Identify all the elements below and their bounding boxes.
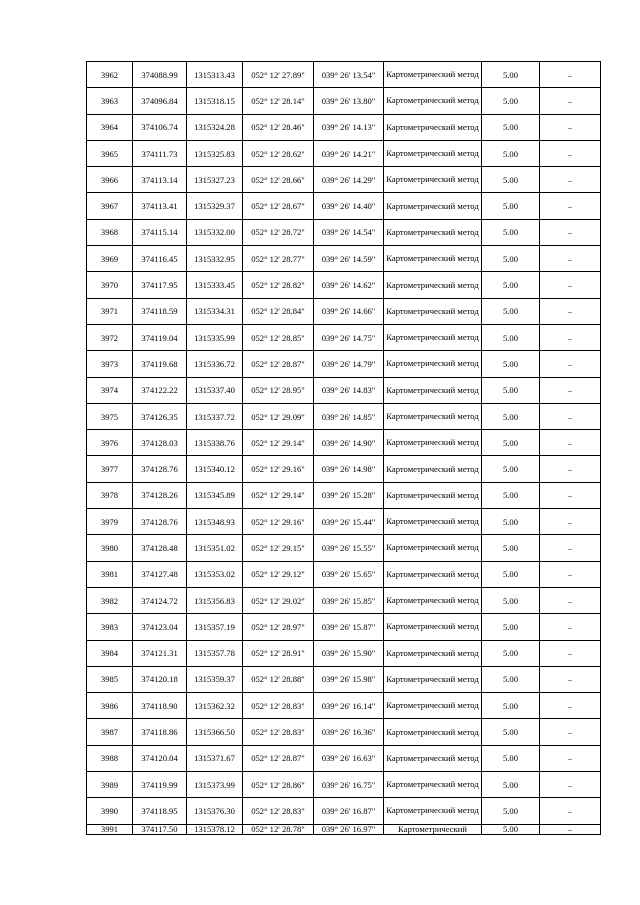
table-row xyxy=(87,666,601,692)
y-coordinate-cell: 1315313.43 xyxy=(187,62,243,88)
accuracy-cell: 5.00 xyxy=(482,298,540,324)
y-coordinate-cell: 1315329.37 xyxy=(187,193,243,219)
method-cell: Картометрический метод xyxy=(384,772,482,798)
point-number-cell: 3982 xyxy=(87,587,133,613)
x-coordinate-cell: 374128.76 xyxy=(133,509,187,535)
table-row xyxy=(87,351,601,377)
accuracy-cell: 5.00 xyxy=(482,351,540,377)
point-number-cell: 3977 xyxy=(87,456,133,482)
method-cell: Картометрический метод xyxy=(384,324,482,350)
accuracy-cell: 5.00 xyxy=(482,614,540,640)
note-cell: – xyxy=(540,456,601,482)
point-number-cell: 3962 xyxy=(87,62,133,88)
point-number-cell: 3981 xyxy=(87,561,133,587)
accuracy-cell: 5.00 xyxy=(482,246,540,272)
note-cell: – xyxy=(540,640,601,666)
accuracy-cell: 5.00 xyxy=(482,587,540,613)
longitude-cell: 039° 26' 16.97" xyxy=(314,824,384,834)
point-number-cell: 3988 xyxy=(87,745,133,771)
longitude-cell: 039° 26' 14.13" xyxy=(314,114,384,140)
method-cell: Картометрический метод xyxy=(384,272,482,298)
x-coordinate-cell: 374128.26 xyxy=(133,482,187,508)
y-coordinate-cell: 1315359.37 xyxy=(187,666,243,692)
note-cell: – xyxy=(540,587,601,613)
note-cell: – xyxy=(540,403,601,429)
note-cell: – xyxy=(540,666,601,692)
note-cell: – xyxy=(540,246,601,272)
longitude-cell: 039° 26' 15.44" xyxy=(314,509,384,535)
coordinates-table xyxy=(86,61,601,835)
y-coordinate-cell: 1315356.83 xyxy=(187,587,243,613)
accuracy-cell: 5.00 xyxy=(482,824,540,834)
point-number-cell: 3969 xyxy=(87,246,133,272)
y-coordinate-cell: 1315337.40 xyxy=(187,377,243,403)
x-coordinate-cell: 374119.99 xyxy=(133,772,187,798)
latitude-cell: 052° 12' 28.83" xyxy=(243,798,314,824)
x-coordinate-cell: 374128.76 xyxy=(133,456,187,482)
accuracy-cell: 5.00 xyxy=(482,167,540,193)
y-coordinate-cell: 1315337.72 xyxy=(187,403,243,429)
latitude-cell: 052° 12' 28.87" xyxy=(243,351,314,377)
x-coordinate-cell: 374120.04 xyxy=(133,745,187,771)
point-number-cell: 3968 xyxy=(87,219,133,245)
table-row xyxy=(87,167,601,193)
accuracy-cell: 5.00 xyxy=(482,430,540,456)
latitude-cell: 052° 12' 29.16" xyxy=(243,509,314,535)
x-coordinate-cell: 374111.73 xyxy=(133,140,187,166)
x-coordinate-cell: 374118.90 xyxy=(133,693,187,719)
accuracy-cell: 5.00 xyxy=(482,88,540,114)
note-cell: – xyxy=(540,772,601,798)
y-coordinate-cell: 1315378.12 xyxy=(187,824,243,834)
longitude-cell: 039° 26' 13.80" xyxy=(314,88,384,114)
table-row xyxy=(87,693,601,719)
table-row xyxy=(87,456,601,482)
accuracy-cell: 5.00 xyxy=(482,535,540,561)
table-row xyxy=(87,430,601,456)
latitude-cell: 052° 12' 28.78" xyxy=(243,824,314,834)
accuracy-cell: 5.00 xyxy=(482,640,540,666)
accuracy-cell: 5.00 xyxy=(482,324,540,350)
point-number-cell: 3989 xyxy=(87,772,133,798)
method-cell: Картометрический метод xyxy=(384,587,482,613)
method-cell: Картометрический метод xyxy=(384,614,482,640)
x-coordinate-cell: 374123.04 xyxy=(133,614,187,640)
x-coordinate-cell: 374126.35 xyxy=(133,403,187,429)
table-row xyxy=(87,798,601,824)
x-coordinate-cell: 374106.74 xyxy=(133,114,187,140)
latitude-cell: 052° 12' 29.02" xyxy=(243,587,314,613)
longitude-cell: 039° 26' 14.62" xyxy=(314,272,384,298)
x-coordinate-cell: 374118.59 xyxy=(133,298,187,324)
y-coordinate-cell: 1315348.93 xyxy=(187,509,243,535)
x-coordinate-cell: 374115.14 xyxy=(133,219,187,245)
point-number-cell: 3986 xyxy=(87,693,133,719)
table-row xyxy=(87,377,601,403)
latitude-cell: 052° 12' 29.16" xyxy=(243,456,314,482)
latitude-cell: 052° 12' 28.83" xyxy=(243,693,314,719)
latitude-cell: 052° 12' 28.46" xyxy=(243,114,314,140)
table-row xyxy=(87,640,601,666)
y-coordinate-cell: 1315373.99 xyxy=(187,772,243,798)
note-cell: – xyxy=(540,324,601,350)
accuracy-cell: 5.00 xyxy=(482,482,540,508)
point-number-cell: 3965 xyxy=(87,140,133,166)
point-number-cell: 3985 xyxy=(87,666,133,692)
point-number-cell: 3973 xyxy=(87,351,133,377)
y-coordinate-cell: 1315366.50 xyxy=(187,719,243,745)
method-cell: Картометрический метод xyxy=(384,693,482,719)
note-cell: – xyxy=(540,272,601,298)
latitude-cell: 052° 12' 28.14" xyxy=(243,88,314,114)
latitude-cell: 052° 12' 28.82" xyxy=(243,272,314,298)
y-coordinate-cell: 1315335.99 xyxy=(187,324,243,350)
longitude-cell: 039° 26' 14.21" xyxy=(314,140,384,166)
longitude-cell: 039° 26' 16.36" xyxy=(314,719,384,745)
point-number-cell: 3966 xyxy=(87,167,133,193)
y-coordinate-cell: 1315325.83 xyxy=(187,140,243,166)
latitude-cell: 052° 12' 28.88" xyxy=(243,666,314,692)
table-row xyxy=(87,246,601,272)
accuracy-cell: 5.00 xyxy=(482,693,540,719)
point-number-cell: 3964 xyxy=(87,114,133,140)
method-cell: Картометрический метод xyxy=(384,140,482,166)
accuracy-cell: 5.00 xyxy=(482,219,540,245)
table-row xyxy=(87,298,601,324)
point-number-cell: 3990 xyxy=(87,798,133,824)
note-cell: – xyxy=(540,167,601,193)
table-row xyxy=(87,824,601,834)
accuracy-cell: 5.00 xyxy=(482,456,540,482)
table-row xyxy=(87,587,601,613)
latitude-cell: 052° 12' 28.66" xyxy=(243,167,314,193)
method-cell: Картометрический метод xyxy=(384,666,482,692)
longitude-cell: 039° 26' 15.65" xyxy=(314,561,384,587)
note-cell: – xyxy=(540,561,601,587)
method-cell: Картометрический метод xyxy=(384,219,482,245)
method-cell: Картометрический метод xyxy=(384,193,482,219)
longitude-cell: 039° 26' 15.55" xyxy=(314,535,384,561)
note-cell: – xyxy=(540,298,601,324)
x-coordinate-cell: 374128.48 xyxy=(133,535,187,561)
note-cell: – xyxy=(540,509,601,535)
point-number-cell: 3983 xyxy=(87,614,133,640)
point-number-cell: 3984 xyxy=(87,640,133,666)
note-cell: – xyxy=(540,745,601,771)
table-row xyxy=(87,140,601,166)
y-coordinate-cell: 1315324.28 xyxy=(187,114,243,140)
method-cell: Картометрический метод xyxy=(384,719,482,745)
note-cell: – xyxy=(540,693,601,719)
method-cell: Картометрический метод xyxy=(384,561,482,587)
point-number-cell: 3971 xyxy=(87,298,133,324)
longitude-cell: 039° 26' 14.85" xyxy=(314,403,384,429)
method-cell: Картометрический метод xyxy=(384,114,482,140)
x-coordinate-cell: 374113.14 xyxy=(133,167,187,193)
latitude-cell: 052° 12' 29.09" xyxy=(243,403,314,429)
table-row xyxy=(87,272,601,298)
method-cell: Картометрический метод xyxy=(384,377,482,403)
accuracy-cell: 5.00 xyxy=(482,772,540,798)
note-cell: – xyxy=(540,430,601,456)
longitude-cell: 039° 26' 13.54" xyxy=(314,62,384,88)
longitude-cell: 039° 26' 14.79" xyxy=(314,351,384,377)
y-coordinate-cell: 1315362.32 xyxy=(187,693,243,719)
accuracy-cell: 5.00 xyxy=(482,114,540,140)
point-number-cell: 3991 xyxy=(87,824,133,834)
y-coordinate-cell: 1315332.95 xyxy=(187,246,243,272)
method-cell: Картометрический метод xyxy=(384,246,482,272)
latitude-cell: 052° 12' 29.12" xyxy=(243,561,314,587)
table-row xyxy=(87,62,601,88)
table-row xyxy=(87,561,601,587)
longitude-cell: 039° 26' 14.29" xyxy=(314,167,384,193)
x-coordinate-cell: 374122.22 xyxy=(133,377,187,403)
table-row xyxy=(87,114,601,140)
y-coordinate-cell: 1315376.30 xyxy=(187,798,243,824)
y-coordinate-cell: 1315357.19 xyxy=(187,614,243,640)
point-number-cell: 3987 xyxy=(87,719,133,745)
accuracy-cell: 5.00 xyxy=(482,745,540,771)
point-number-cell: 3963 xyxy=(87,88,133,114)
note-cell: – xyxy=(540,114,601,140)
point-number-cell: 3974 xyxy=(87,377,133,403)
latitude-cell: 052° 12' 28.67" xyxy=(243,193,314,219)
method-cell: Картометрический метод xyxy=(384,430,482,456)
x-coordinate-cell: 374128.03 xyxy=(133,430,187,456)
table-row xyxy=(87,772,601,798)
point-number-cell: 3976 xyxy=(87,430,133,456)
point-number-cell: 3979 xyxy=(87,509,133,535)
method-cell: Картометрический метод xyxy=(384,798,482,824)
note-cell: – xyxy=(540,219,601,245)
x-coordinate-cell: 374096.84 xyxy=(133,88,187,114)
x-coordinate-cell: 374120.18 xyxy=(133,666,187,692)
note-cell: – xyxy=(540,351,601,377)
x-coordinate-cell: 374119.68 xyxy=(133,351,187,377)
y-coordinate-cell: 1315327.23 xyxy=(187,167,243,193)
y-coordinate-cell: 1315351.02 xyxy=(187,535,243,561)
longitude-cell: 039° 26' 15.28" xyxy=(314,482,384,508)
longitude-cell: 039° 26' 14.54" xyxy=(314,219,384,245)
note-cell: – xyxy=(540,798,601,824)
method-cell: Картометрический метод xyxy=(384,509,482,535)
x-coordinate-cell: 374117.50 xyxy=(133,824,187,834)
method-cell: Картометрический метод xyxy=(384,62,482,88)
accuracy-cell: 5.00 xyxy=(482,62,540,88)
x-coordinate-cell: 374116.45 xyxy=(133,246,187,272)
longitude-cell: 039° 26' 16.75" xyxy=(314,772,384,798)
y-coordinate-cell: 1315333.45 xyxy=(187,272,243,298)
method-cell: Картометрический метод xyxy=(384,456,482,482)
longitude-cell: 039° 26' 14.59" xyxy=(314,246,384,272)
table-row xyxy=(87,745,601,771)
y-coordinate-cell: 1315334.31 xyxy=(187,298,243,324)
table-body xyxy=(87,62,601,835)
note-cell: – xyxy=(540,193,601,219)
x-coordinate-cell: 374121.31 xyxy=(133,640,187,666)
longitude-cell: 039° 26' 15.98" xyxy=(314,666,384,692)
table-row xyxy=(87,88,601,114)
point-number-cell: 3970 xyxy=(87,272,133,298)
y-coordinate-cell: 1315340.12 xyxy=(187,456,243,482)
table-row xyxy=(87,614,601,640)
table-row xyxy=(87,324,601,350)
latitude-cell: 052° 12' 28.87" xyxy=(243,745,314,771)
note-cell: – xyxy=(540,377,601,403)
latitude-cell: 052° 12' 29.15" xyxy=(243,535,314,561)
y-coordinate-cell: 1315332.00 xyxy=(187,219,243,245)
latitude-cell: 052° 12' 29.14" xyxy=(243,482,314,508)
accuracy-cell: 5.00 xyxy=(482,666,540,692)
accuracy-cell: 5.00 xyxy=(482,403,540,429)
accuracy-cell: 5.00 xyxy=(482,509,540,535)
note-cell: – xyxy=(540,88,601,114)
longitude-cell: 039° 26' 15.87" xyxy=(314,614,384,640)
longitude-cell: 039° 26' 15.90" xyxy=(314,640,384,666)
latitude-cell: 052° 12' 28.72" xyxy=(243,219,314,245)
longitude-cell: 039° 26' 16.14" xyxy=(314,693,384,719)
x-coordinate-cell: 374124.72 xyxy=(133,587,187,613)
accuracy-cell: 5.00 xyxy=(482,193,540,219)
y-coordinate-cell: 1315371.67 xyxy=(187,745,243,771)
accuracy-cell: 5.00 xyxy=(482,377,540,403)
method-cell: Картометрический метод xyxy=(384,351,482,377)
method-cell: Картометрический метод xyxy=(384,88,482,114)
x-coordinate-cell: 374118.95 xyxy=(133,798,187,824)
table-row xyxy=(87,193,601,219)
note-cell: – xyxy=(540,535,601,561)
accuracy-cell: 5.00 xyxy=(482,140,540,166)
longitude-cell: 039° 26' 14.40" xyxy=(314,193,384,219)
x-coordinate-cell: 374117.95 xyxy=(133,272,187,298)
longitude-cell: 039° 26' 14.83" xyxy=(314,377,384,403)
method-cell: Картометрический метод xyxy=(384,403,482,429)
y-coordinate-cell: 1315338.76 xyxy=(187,430,243,456)
table-row xyxy=(87,535,601,561)
longitude-cell: 039° 26' 14.90" xyxy=(314,430,384,456)
note-cell: – xyxy=(540,482,601,508)
y-coordinate-cell: 1315357.78 xyxy=(187,640,243,666)
note-cell: – xyxy=(540,614,601,640)
latitude-cell: 052° 12' 28.62" xyxy=(243,140,314,166)
point-number-cell: 3975 xyxy=(87,403,133,429)
note-cell: – xyxy=(540,140,601,166)
latitude-cell: 052° 12' 28.97" xyxy=(243,614,314,640)
y-coordinate-cell: 1315336.72 xyxy=(187,351,243,377)
latitude-cell: 052° 12' 28.86" xyxy=(243,772,314,798)
longitude-cell: 039° 26' 16.87" xyxy=(314,798,384,824)
latitude-cell: 052° 12' 28.95" xyxy=(243,377,314,403)
accuracy-cell: 5.00 xyxy=(482,719,540,745)
table-row xyxy=(87,509,601,535)
latitude-cell: 052° 12' 28.85" xyxy=(243,324,314,350)
method-cell: Картометрический метод xyxy=(384,535,482,561)
y-coordinate-cell: 1315353.02 xyxy=(187,561,243,587)
longitude-cell: 039° 26' 14.75" xyxy=(314,324,384,350)
accuracy-cell: 5.00 xyxy=(482,561,540,587)
point-number-cell: 3967 xyxy=(87,193,133,219)
note-cell: – xyxy=(540,62,601,88)
accuracy-cell: 5.00 xyxy=(482,272,540,298)
latitude-cell: 052° 12' 29.14" xyxy=(243,430,314,456)
latitude-cell: 052° 12' 28.83" xyxy=(243,719,314,745)
longitude-cell: 039° 26' 16.63" xyxy=(314,745,384,771)
accuracy-cell: 5.00 xyxy=(482,798,540,824)
point-number-cell: 3978 xyxy=(87,482,133,508)
table-row xyxy=(87,482,601,508)
table-row xyxy=(87,403,601,429)
latitude-cell: 052° 12' 28.91" xyxy=(243,640,314,666)
x-coordinate-cell: 374127.48 xyxy=(133,561,187,587)
latitude-cell: 052° 12' 27.89" xyxy=(243,62,314,88)
table-row xyxy=(87,719,601,745)
point-number-cell: 3972 xyxy=(87,324,133,350)
method-cell: Картометрический xyxy=(384,824,482,834)
x-coordinate-cell: 374113.41 xyxy=(133,193,187,219)
method-cell: Картометрический метод xyxy=(384,167,482,193)
y-coordinate-cell: 1315318.15 xyxy=(187,88,243,114)
method-cell: Картометрический метод xyxy=(384,298,482,324)
longitude-cell: 039° 26' 14.98" xyxy=(314,456,384,482)
y-coordinate-cell: 1315345.89 xyxy=(187,482,243,508)
note-cell: – xyxy=(540,824,601,834)
x-coordinate-cell: 374119.04 xyxy=(133,324,187,350)
point-number-cell: 3980 xyxy=(87,535,133,561)
latitude-cell: 052° 12' 28.77" xyxy=(243,246,314,272)
table-row xyxy=(87,219,601,245)
note-cell: – xyxy=(540,719,601,745)
method-cell: Картометрический метод xyxy=(384,482,482,508)
longitude-cell: 039° 26' 15.85" xyxy=(314,587,384,613)
method-cell: Картометрический метод xyxy=(384,745,482,771)
latitude-cell: 052° 12' 28.84" xyxy=(243,298,314,324)
method-cell: Картометрический метод xyxy=(384,640,482,666)
x-coordinate-cell: 374118.86 xyxy=(133,719,187,745)
x-coordinate-cell: 374088.99 xyxy=(133,62,187,88)
longitude-cell: 039° 26' 14.66" xyxy=(314,298,384,324)
